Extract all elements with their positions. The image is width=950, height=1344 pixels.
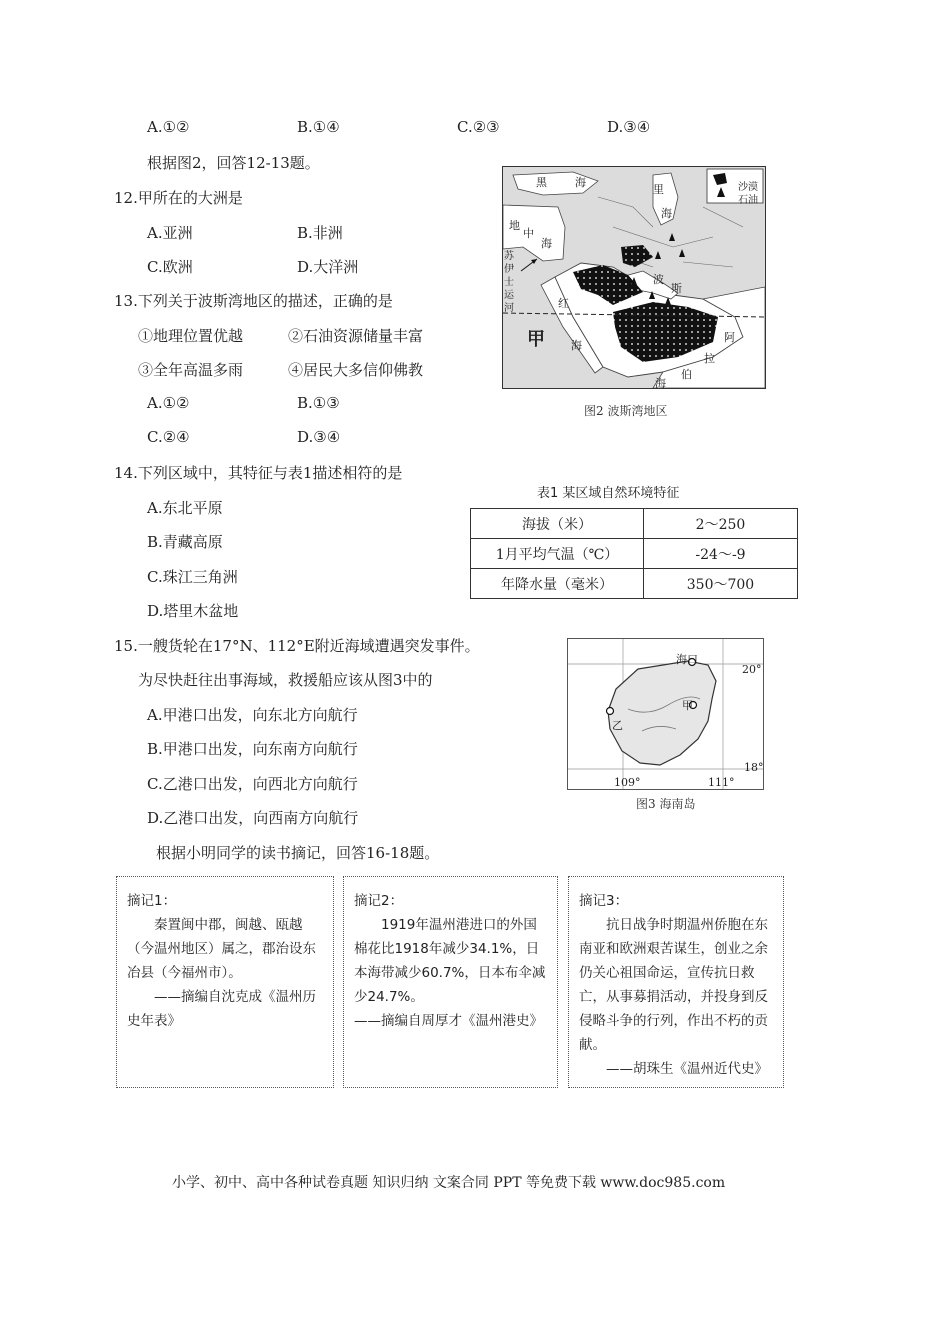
- label-black-sea-2: 海: [575, 176, 586, 189]
- note-body: 抗日战争时期温州侨胞在东南亚和欧洲艰苦谋生，创业之余仍关心祖国命运，宣传抗日救亡，从事募捐活动，并投身到反侵略斗争的行列，作出不朽的贡献。: [579, 917, 768, 1053]
- label-med-2: 中: [523, 227, 534, 240]
- table-cell: 2～250: [644, 509, 798, 539]
- label-arabian-4: 海: [655, 377, 666, 389]
- legend-desert-label: 沙漠: [738, 182, 758, 193]
- note-title: 摘记1：: [127, 893, 177, 909]
- q13-statement-1: ①地理位置优越: [138, 327, 244, 345]
- label-persian-2: 斯: [671, 282, 682, 295]
- label-suez-2: 伊: [504, 264, 514, 275]
- q13-statement-2: ②石油资源储量丰富: [288, 327, 424, 345]
- q14-option-b: B.青藏高原: [147, 533, 223, 551]
- figure3-hainan-map: [567, 638, 764, 790]
- label-jia: 甲: [527, 329, 545, 350]
- table-cell: 年降水量（毫米）: [471, 569, 644, 599]
- table1: [470, 508, 798, 599]
- q15-stem: 15.一艘货轮在17°N、112°E附近海域遭遇突发事件。: [114, 637, 480, 655]
- label-arabian-1: 阿: [724, 331, 735, 344]
- note-source: ——摘编自周厚才《温州港史》: [354, 1013, 543, 1029]
- q15-option-a: A.甲港口出发，向东北方向航行: [147, 706, 358, 724]
- label-suez-3: 士: [504, 277, 514, 288]
- note-body: 秦置闽中郡，闽越、瓯越（今温州地区）属之，郡治设东冶县（今福州市）。: [127, 917, 316, 981]
- table-row: [471, 539, 798, 569]
- intro-12-13: 根据图2，回答12-13题。: [147, 154, 320, 172]
- note-card-2: [343, 876, 558, 1088]
- label-med-1: 地: [509, 219, 520, 232]
- q14-stem: 14.下列区域中，其特征与表1描述相符的是: [114, 464, 403, 482]
- q12-option-b: B.非洲: [297, 224, 343, 242]
- q13-stem: 13.下列关于波斯湾地区的描述，正确的是: [114, 292, 393, 310]
- intro-16-18: 根据小明同学的读书摘记，回答16-18题。: [156, 844, 440, 862]
- page-footer: 小学、初中、高中各种试卷真题 知识归纳 文案合同 PPT 等免费下载 www.doc985.com: [172, 1175, 726, 1191]
- q13-statement-4: ④居民大多信仰佛教: [288, 361, 424, 379]
- table1-title: 表1 某区域自然环境特征: [537, 486, 680, 501]
- q12-option-d: D.大洋洲: [297, 258, 359, 276]
- note-card-1: [116, 876, 334, 1088]
- q13-option-b: B.①③: [297, 394, 340, 412]
- label-lat-20: 20°: [742, 663, 762, 676]
- note-body: 1919年温州港进口的外国棉花比1918年减少34.1%，日本海带减少60.7%，日本布伞减少24.7%。: [354, 917, 546, 1005]
- figure3-caption: 图3 海南岛: [636, 797, 696, 811]
- q12-option-c: C.欧洲: [147, 258, 193, 276]
- q13-option-c: C.②④: [147, 428, 190, 446]
- figure2-persian-gulf-map: [502, 166, 766, 389]
- q12-option-a: A.亚洲: [147, 224, 193, 242]
- hainan-map-graphic: [568, 639, 763, 789]
- label-suez-1: 苏: [504, 251, 514, 262]
- table-cell: 1月平均气温（℃）: [471, 539, 644, 569]
- note-source: ——胡珠生《温州近代史》: [606, 1061, 768, 1077]
- label-lat-18: 18°: [744, 761, 764, 774]
- note-source: ——摘编自沈克成《温州历史年表》: [127, 989, 316, 1029]
- q13-statement-3: ③全年高温多雨: [138, 361, 244, 379]
- q15-option-c: C.乙港口出发，向西北方向航行: [147, 775, 358, 793]
- note-card-3: [568, 876, 784, 1088]
- persian-gulf-map-graphic: [503, 167, 765, 388]
- table-cell: 海拔（米）: [471, 509, 644, 539]
- label-lon-109: 109°: [614, 776, 641, 789]
- q14-option-a: A.东北平原: [147, 499, 223, 517]
- label-caspian-2: 海: [661, 207, 672, 220]
- q15-option-b: B.甲港口出发，向东南方向航行: [147, 740, 358, 758]
- q15-stem-2: 为尽快赶往出事海域，救援船应该从图3中的: [138, 671, 433, 689]
- q15-option-d: D.乙港口出发，向西南方向航行: [147, 809, 359, 827]
- label-haikou: 海口: [676, 653, 698, 666]
- label-red-sea-1: 红: [558, 297, 569, 310]
- label-red-sea-2: 海: [571, 339, 582, 352]
- label-med-3: 海: [541, 237, 552, 250]
- legend-oil-label: 石油: [738, 195, 758, 206]
- label-arabian-2: 拉: [704, 352, 715, 365]
- label-arabian-3: 伯: [681, 368, 692, 381]
- q13-option-a: A.①②: [147, 394, 190, 412]
- note-title: 摘记3：: [579, 893, 629, 909]
- q14-option-c: C.珠江三角洲: [147, 568, 238, 586]
- table-cell: -24～-9: [644, 539, 798, 569]
- table-cell: 350～700: [644, 569, 798, 599]
- label-persian-1: 波: [653, 273, 664, 286]
- q11-option-d: D.③④: [607, 118, 651, 136]
- note-title: 摘记2：: [354, 893, 404, 909]
- label-caspian-1: 里: [653, 183, 664, 196]
- label-suez-5: 河: [504, 303, 514, 314]
- label-black-sea-1: 黑: [536, 176, 547, 189]
- q11-option-a: A.①②: [147, 118, 190, 136]
- label-suez-4: 运: [504, 290, 514, 301]
- q12-stem: 12.甲所在的大洲是: [114, 189, 243, 207]
- figure2-caption: 图2 波斯湾地区: [584, 404, 668, 418]
- q13-option-d: D.③④: [297, 428, 341, 446]
- q11-option-b: B.①④: [297, 118, 340, 136]
- table-row: [471, 509, 798, 539]
- q11-option-c: C.②③: [457, 118, 500, 136]
- label-port-jia: 甲: [682, 699, 693, 712]
- label-lon-111: 111°: [708, 776, 735, 789]
- q14-option-d: D.塔里木盆地: [147, 602, 239, 620]
- label-port-yi: 乙: [612, 719, 623, 732]
- table-row: [471, 569, 798, 599]
